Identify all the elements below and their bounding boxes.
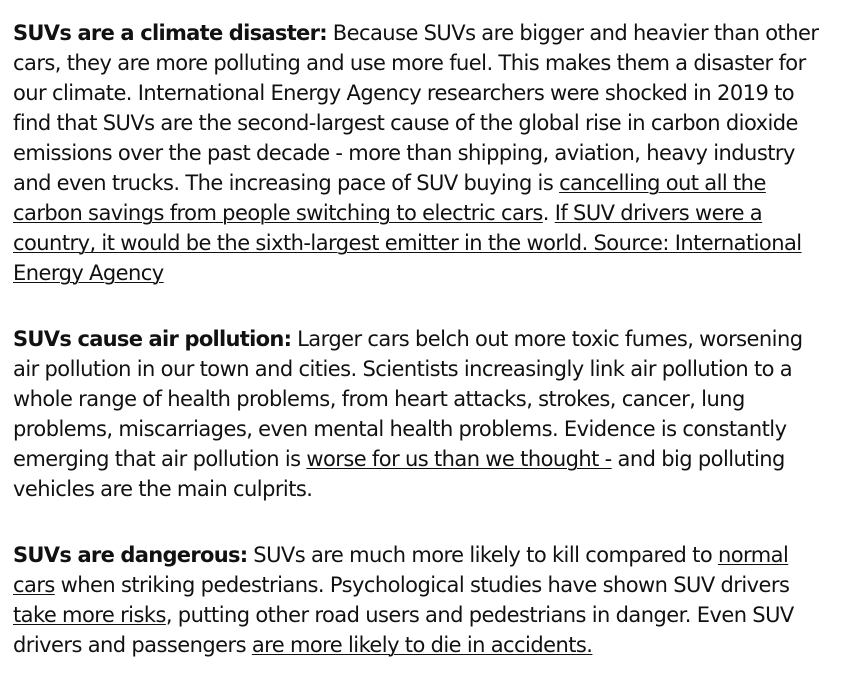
danger-text-2: when striking pedestrians. Psychological studies have shown SUV drivers [54,573,790,597]
pollution-text-1: Larger cars belch out more toxic fumes, worsening air pollution in our town and cities. Scientists increasingly link air pollution to a whole range of health problems, from heart attacks, strokes, cancer, lung problems, miscarriages, even mental health problems. Evidence is constantly emerging that air pollution is [13,327,803,471]
normal-cars-link[interactable]: normal cars [13,543,789,597]
danger-text-3: , putting other road users and pedestrians in danger. Even SUV drivers and passengers [13,603,794,657]
climate-text-1: Because SUVs are bigger and heavier than other cars, they are more polluting and use more fuel. This makes them a disaster for our climate. International Energy Agency researchers were shocked in 2019 to find that SUVs are the second-largest cause of the global rise in carbon dioxide emissions over the past decade - more than shipping, aviation, heavy industry and even trucks. The increasing pace of SUV buying is [13,21,819,195]
danger-text-1: SUVs are much more likely to kill compared to [247,543,718,567]
pollution-paragraph [13,324,828,504]
pollution-text-2: and big polluting vehicles are the main culprits. [13,447,785,501]
climate-text-2: . [542,201,555,225]
pollution-heading: SUVs cause air pollution: [13,327,292,351]
danger-heading: SUVs are dangerous: [13,543,248,567]
more-likely-to-die-link[interactable]: are more likely to die in accidents. [251,633,593,657]
climate-paragraph [13,18,828,288]
danger-paragraph [13,540,828,660]
article-body [13,18,828,660]
take-more-risks-link[interactable]: take more risks [13,603,166,627]
worse-than-thought-link[interactable]: worse for us than we thought - [306,447,612,471]
iea-source-link[interactable]: If SUV drivers were a country, it would be the sixth-largest emitter in the world. Source: International Energy Agency [13,201,802,285]
carbon-savings-link[interactable]: cancelling out all the carbon savings from people switching to electric cars [13,171,766,225]
climate-heading: SUVs are a climate disaster: [13,21,327,45]
